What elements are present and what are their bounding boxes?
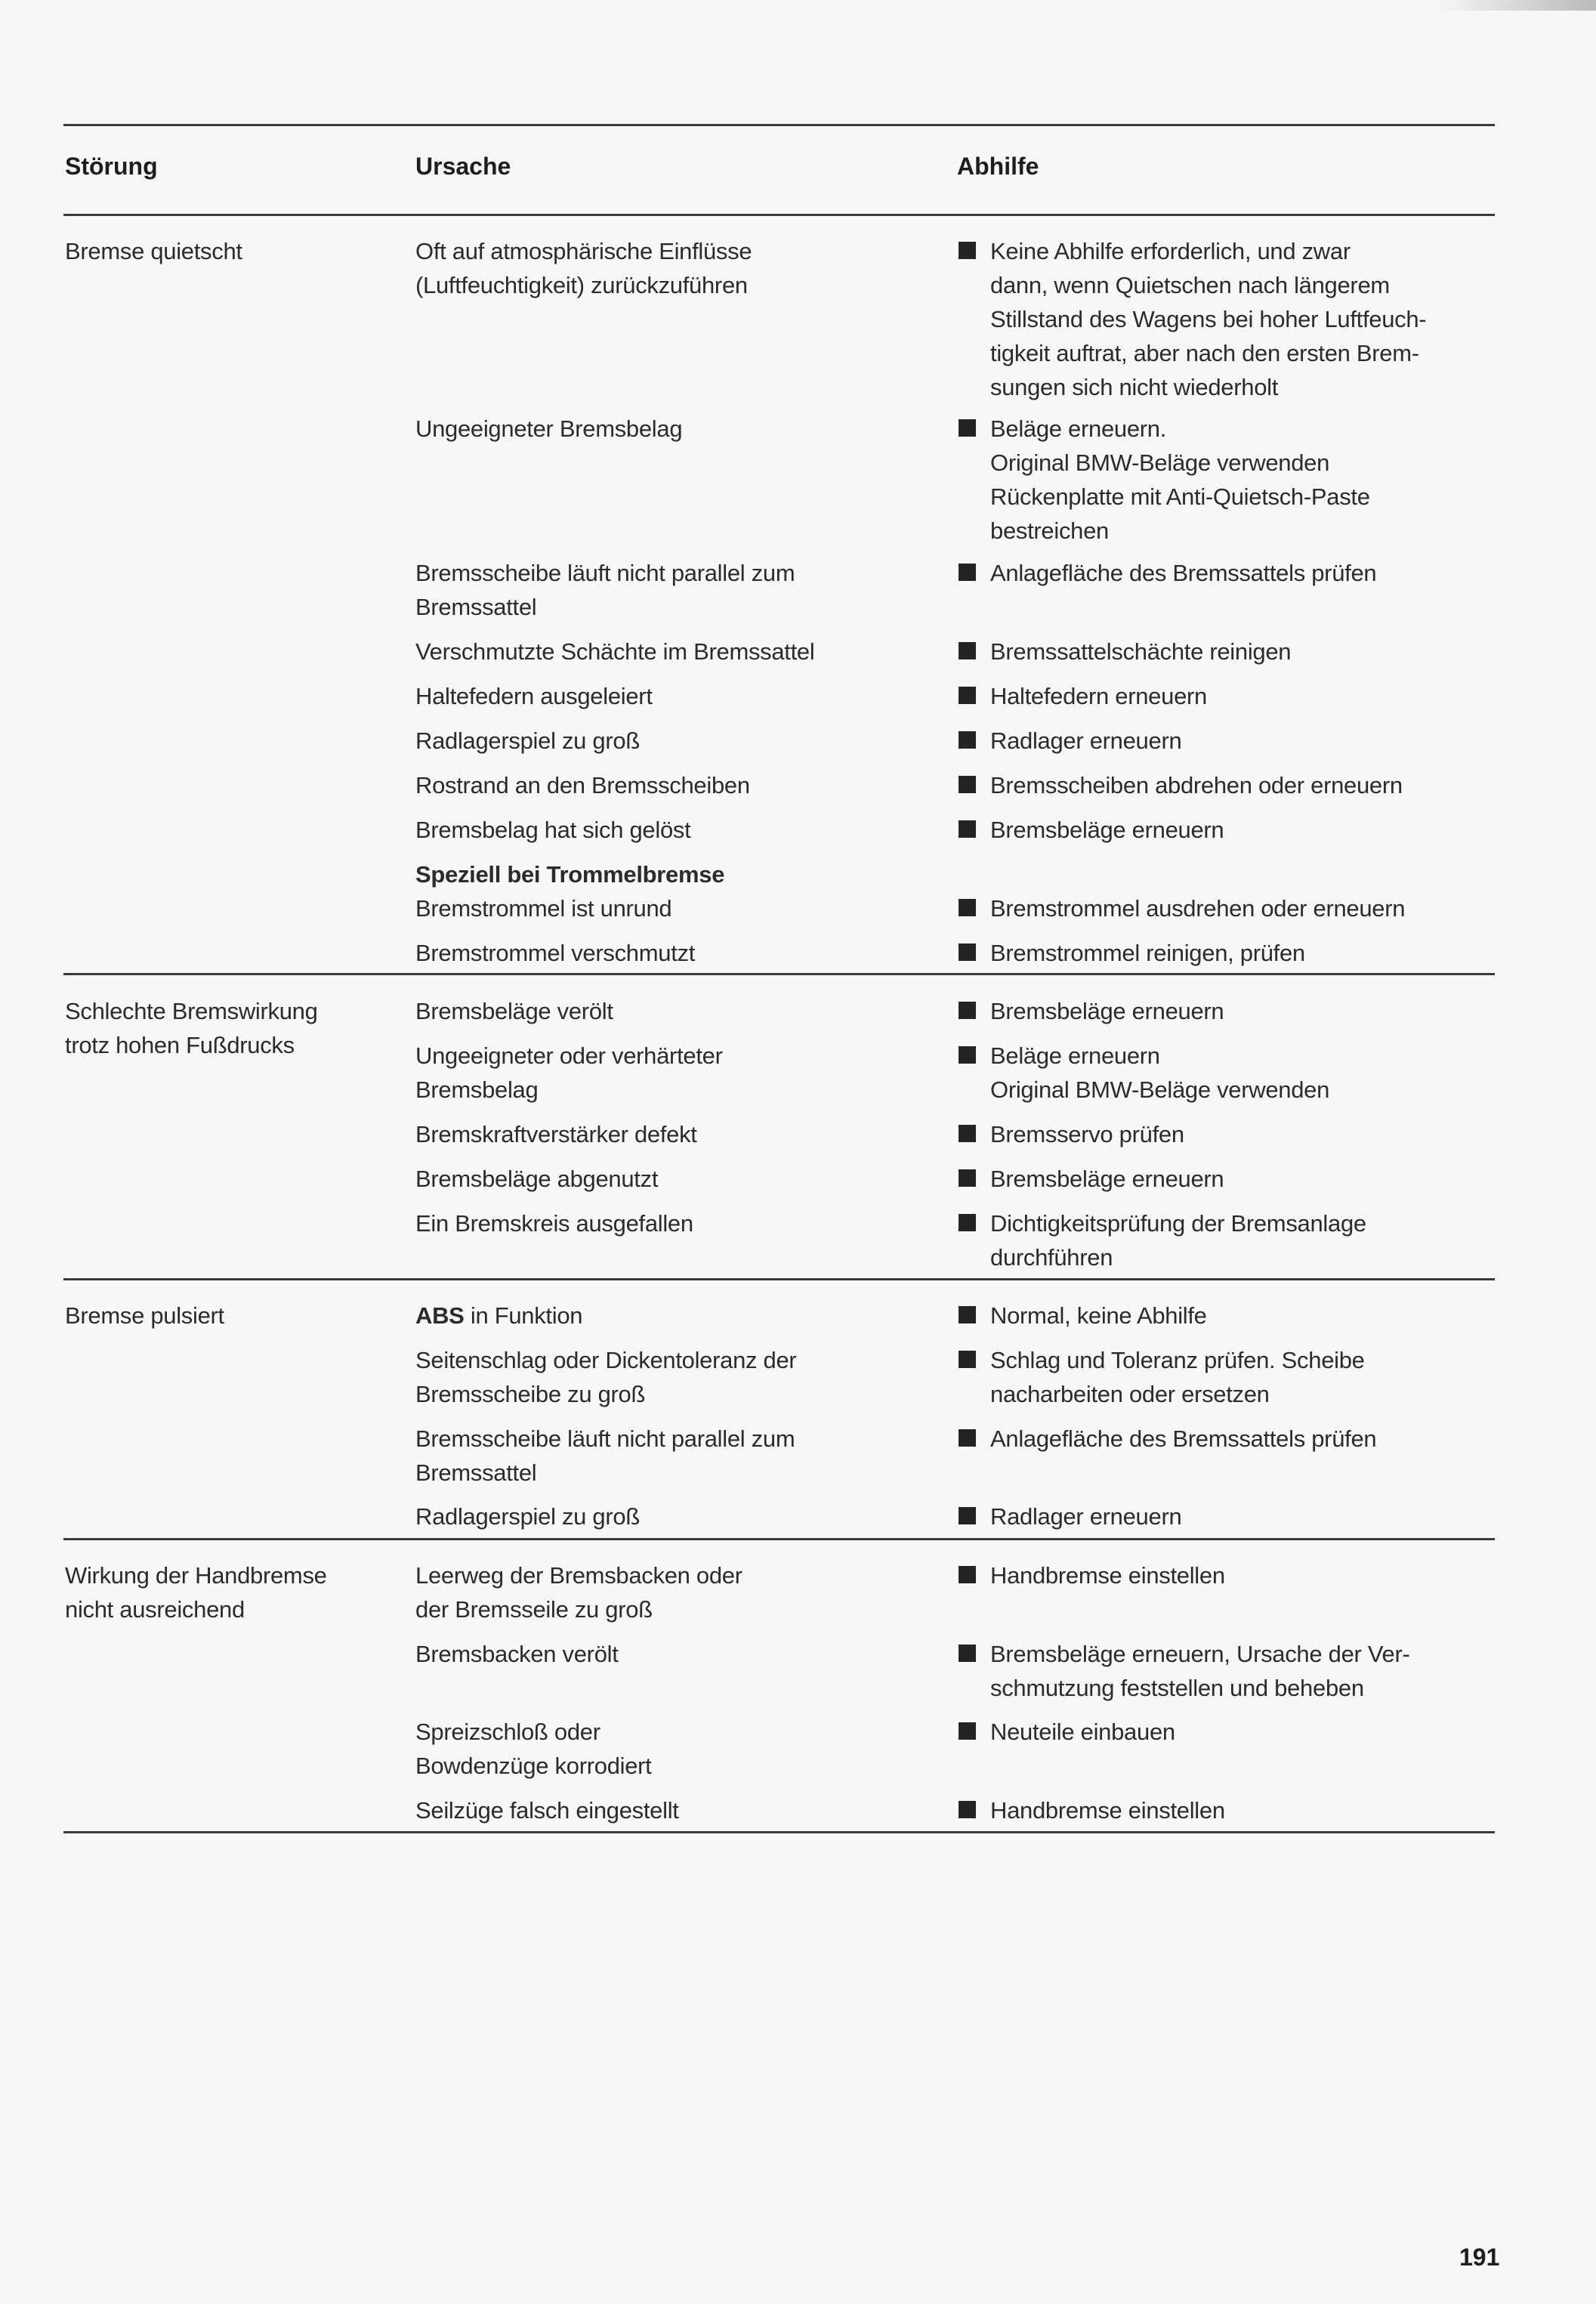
cause: Haltefedern ausgeleiert bbox=[415, 683, 653, 709]
remedy: Keine Abhilfe erforderlich, und zwar dann, wenn Quietschen nach längerem Stillstand des Wagens bei hoher Luftfeuch- tigkeit auftrat, aber nach den ersten Brem- sungen sich nicht wiederholt bbox=[959, 234, 1519, 404]
remedy: Anlagefläche des Bremssattels prüfen bbox=[959, 556, 1519, 590]
group-divider bbox=[63, 1538, 1495, 1540]
fault-brake-squeals: Bremse quietscht bbox=[65, 238, 242, 264]
remedy: Bremsservo prüfen bbox=[959, 1117, 1519, 1151]
bullet-square-icon bbox=[959, 1429, 976, 1447]
cause: Bremskraftverstärker defekt bbox=[415, 1121, 697, 1147]
bullet-square-icon bbox=[959, 1125, 976, 1142]
cause: Ungeeigneter oder verhärteter Bremsbelag bbox=[415, 1042, 723, 1103]
bullet-square-icon bbox=[959, 1214, 976, 1231]
bullet-square-icon bbox=[959, 1169, 976, 1187]
bullet-square-icon bbox=[959, 820, 976, 838]
group-divider bbox=[63, 1278, 1495, 1280]
header-cause: Ursache bbox=[415, 153, 511, 180]
bullet-square-icon bbox=[959, 242, 976, 259]
page-number: 191 bbox=[1459, 2244, 1500, 2271]
bullet-square-icon bbox=[959, 1801, 976, 1818]
cause: Bremstrommel verschmutzt bbox=[415, 940, 696, 966]
remedy: Normal, keine Abhilfe bbox=[959, 1299, 1519, 1333]
cause: Bremsbelag hat sich gelöst bbox=[415, 817, 691, 843]
bullet-square-icon bbox=[959, 1351, 976, 1368]
cause: Bremsscheibe läuft nicht parallel zum Bremssattel bbox=[415, 560, 795, 620]
header-fault: Störung bbox=[65, 153, 158, 180]
remedy: Beläge erneuern. Original BMW-Beläge verwenden Rückenplatte mit Anti-Quietsch-Paste bestreichen bbox=[959, 412, 1519, 548]
header-remedy: Abhilfe bbox=[957, 153, 1039, 180]
bullet-square-icon bbox=[959, 1722, 976, 1740]
cause: Spreizschloß oder Bowdenzüge korrodiert bbox=[415, 1719, 652, 1779]
fault-brake-pulsates: Bremse pulsiert bbox=[65, 1302, 224, 1329]
subheading-drum-brake: Speziell bei Trommelbremse bbox=[415, 861, 725, 888]
bullet-square-icon bbox=[959, 731, 976, 749]
fault-handbrake-insufficient: Wirkung der Handbremse nicht ausreichend bbox=[65, 1562, 327, 1623]
cause: Ungeeigneter Bremsbelag bbox=[415, 415, 683, 442]
bullet-square-icon bbox=[959, 899, 976, 916]
header-rule bbox=[63, 214, 1495, 216]
bullet-square-icon bbox=[959, 1002, 976, 1019]
remedy: Beläge erneuern Original BMW-Beläge verwenden bbox=[959, 1039, 1519, 1107]
bullet-square-icon bbox=[959, 642, 976, 659]
bullet-square-icon bbox=[959, 776, 976, 793]
page-edge-shadow bbox=[1435, 0, 1596, 11]
bullet-square-icon bbox=[959, 687, 976, 704]
cause: Verschmutzte Schächte im Bremssattel bbox=[415, 638, 815, 665]
top-rule bbox=[63, 124, 1495, 126]
remedy: Neuteile einbauen bbox=[959, 1715, 1519, 1749]
remedy: Bremsbeläge erneuern bbox=[959, 813, 1519, 847]
remedy: Handbremse einstellen bbox=[959, 1558, 1519, 1592]
cause: Leerweg der Bremsbacken oder der Bremsseile zu groß bbox=[415, 1562, 742, 1623]
bottom-rule bbox=[63, 1831, 1495, 1833]
bullet-square-icon bbox=[959, 1306, 976, 1323]
cause: Seilzüge falsch eingestellt bbox=[415, 1797, 679, 1824]
remedy: Anlagefläche des Bremssattels prüfen bbox=[959, 1422, 1519, 1456]
remedy: Bremstrommel ausdrehen oder erneuern bbox=[959, 891, 1519, 925]
cause: Seitenschlag oder Dickentoleranz der Bremsscheibe zu groß bbox=[415, 1347, 797, 1407]
remedy: Bremstrommel reinigen, prüfen bbox=[959, 936, 1519, 970]
remedy: Schlag und Toleranz prüfen. Scheibe nacharbeiten oder ersetzen bbox=[959, 1343, 1519, 1411]
cause: Bremsscheibe läuft nicht parallel zum Bremssattel bbox=[415, 1425, 795, 1486]
cause: Rostrand an den Bremsscheiben bbox=[415, 772, 750, 798]
cause: Bremsbeläge verölt bbox=[415, 998, 613, 1024]
remedy: Bremssattelschächte reinigen bbox=[959, 635, 1519, 669]
fault-poor-braking: Schlechte Bremswirkung trotz hohen Fußdrucks bbox=[65, 998, 318, 1058]
bullet-square-icon bbox=[959, 1645, 976, 1662]
remedy: Dichtigkeitsprüfung der Bremsanlage durchführen bbox=[959, 1206, 1519, 1274]
cause: Bremsbeläge abgenutzt bbox=[415, 1166, 659, 1192]
cause: Bremsbacken verölt bbox=[415, 1641, 619, 1667]
bullet-square-icon bbox=[959, 1507, 976, 1524]
bullet-square-icon bbox=[959, 1566, 976, 1583]
bullet-square-icon bbox=[959, 564, 976, 581]
remedy: Radlager erneuern bbox=[959, 1499, 1519, 1533]
bullet-square-icon bbox=[959, 1046, 976, 1064]
remedy: Bremsscheiben abdrehen oder erneuern bbox=[959, 768, 1519, 802]
remedy: Handbremse einstellen bbox=[959, 1793, 1519, 1827]
cause: Oft auf atmosphärische Einflüsse (Luftfeuchtigkeit) zurückzuführen bbox=[415, 238, 752, 298]
remedy: Haltefedern erneuern bbox=[959, 679, 1519, 713]
cause: Radlagerspiel zu groß bbox=[415, 1503, 640, 1530]
cause: Bremstrommel ist unrund bbox=[415, 895, 672, 922]
cause: ABS in Funktion bbox=[415, 1302, 583, 1329]
remedy: Bremsbeläge erneuern, Ursache der Ver- schmutzung feststellen und beheben bbox=[959, 1637, 1519, 1705]
remedy: Bremsbeläge erneuern bbox=[959, 994, 1519, 1028]
cause: Radlagerspiel zu groß bbox=[415, 727, 640, 754]
group-divider bbox=[63, 973, 1495, 975]
bullet-square-icon bbox=[959, 944, 976, 961]
remedy: Radlager erneuern bbox=[959, 724, 1519, 758]
remedy: Bremsbeläge erneuern bbox=[959, 1162, 1519, 1196]
cause: Ein Bremskreis ausgefallen bbox=[415, 1210, 693, 1237]
bullet-square-icon bbox=[959, 419, 976, 437]
